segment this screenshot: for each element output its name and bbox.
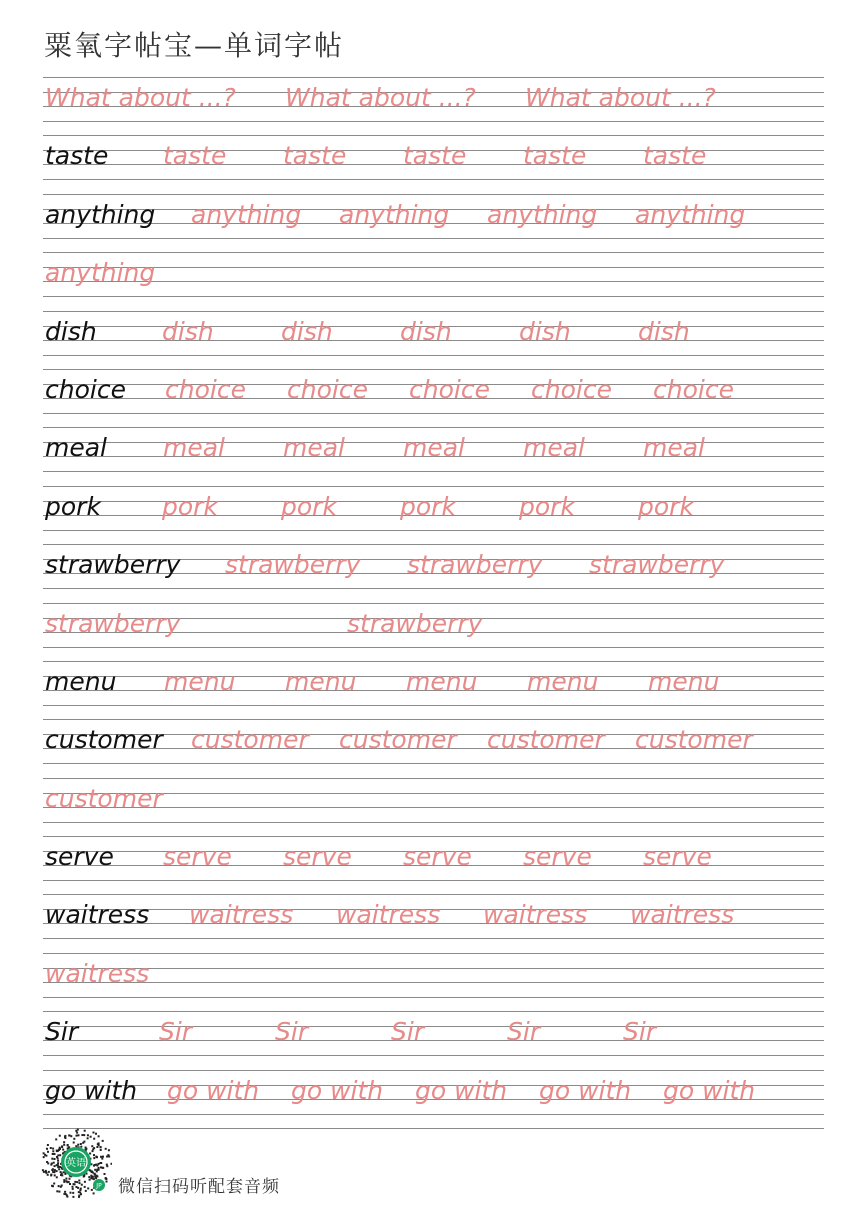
trace-word: serve [643, 842, 712, 872]
rule-line [43, 355, 824, 356]
qr-dot [64, 1136, 66, 1138]
qr-dot [108, 1156, 110, 1158]
rule-line [43, 413, 824, 414]
qr-dot [98, 1135, 100, 1137]
qr-dot [73, 1138, 75, 1140]
qr-dot [58, 1168, 60, 1170]
trace-word: What about ...? [285, 83, 476, 112]
qr-dot [57, 1166, 59, 1168]
trace-word: meal [403, 433, 465, 463]
qr-dot [60, 1171, 62, 1173]
qr-dot [51, 1158, 53, 1160]
qr-dot [56, 1170, 58, 1172]
trace-word: Sir [159, 1017, 193, 1047]
trace-word: anything [487, 199, 598, 229]
trace-word: menu [527, 666, 599, 696]
qr-dot [70, 1192, 72, 1194]
qr-dot [83, 1134, 85, 1136]
qr-dot [47, 1151, 49, 1153]
rule-line [43, 296, 824, 297]
qr-dot [63, 1181, 65, 1183]
qr-dot [53, 1183, 55, 1185]
qr-dot [55, 1138, 57, 1140]
trace-word: dish [638, 316, 690, 346]
qr-dot [65, 1178, 67, 1180]
qr-dot [51, 1163, 53, 1165]
trace-word: go with [539, 1075, 632, 1105]
trace-word: customer [635, 725, 753, 755]
qr-dot [59, 1166, 61, 1168]
practice-row [43, 1011, 824, 1069]
qr-dot [61, 1145, 63, 1147]
qr-dot [59, 1135, 61, 1137]
qr-corner-label: JP [96, 1182, 102, 1190]
qr-dot [89, 1153, 91, 1155]
qr-dot [43, 1156, 45, 1158]
trace-word: go with [663, 1075, 756, 1105]
qr-dot [63, 1179, 65, 1181]
qr-dot [70, 1135, 72, 1137]
row-words [43, 778, 824, 822]
qr-dot [57, 1154, 59, 1156]
qr-dot [96, 1146, 98, 1148]
trace-word: Sir [507, 1017, 541, 1047]
qr-dot [43, 1171, 45, 1173]
model-word: taste [45, 141, 109, 171]
qr-dot [106, 1156, 108, 1158]
qr-dot [56, 1164, 58, 1166]
qr-dot [76, 1135, 78, 1137]
qr-dot [93, 1192, 95, 1194]
qr-dot [101, 1167, 103, 1169]
row-words [43, 369, 824, 413]
model-word: dish [45, 316, 97, 346]
qr-dot [64, 1191, 66, 1193]
trace-word: dish [281, 316, 333, 346]
trace-word: choice [287, 374, 368, 404]
trace-word: strawberry [347, 608, 483, 638]
row-words [43, 252, 824, 296]
practice-row [43, 719, 824, 777]
qr-dot [45, 1172, 47, 1174]
rule-line [43, 121, 824, 122]
trace-word: taste [523, 141, 587, 171]
trace-word: What about ...? [525, 83, 716, 112]
model-word: meal [45, 433, 107, 463]
row-words [43, 719, 824, 763]
rule-line [43, 763, 824, 764]
qr-dot [78, 1196, 80, 1198]
qr-dot [52, 1153, 54, 1155]
qr-dot [80, 1188, 82, 1190]
practice-row [43, 486, 824, 544]
qr-dot [82, 1142, 84, 1144]
rule-line [43, 238, 824, 239]
qr-dot [108, 1149, 110, 1151]
qr-dot [105, 1148, 107, 1150]
model-word: go with [45, 1075, 138, 1105]
trace-word: strawberry [407, 550, 543, 580]
trace-word: Sir [275, 1017, 309, 1047]
qr-dot [68, 1146, 70, 1148]
qr-dot [46, 1148, 48, 1150]
trace-word: pork [400, 491, 456, 521]
trace-word: choice [653, 374, 734, 404]
qr-dot [85, 1147, 87, 1149]
rule-line [43, 880, 824, 881]
trace-word: taste [643, 141, 707, 171]
qr-dot [104, 1173, 106, 1175]
trace-word: strawberry [225, 550, 361, 580]
qr-dot [54, 1165, 56, 1167]
practice-row [43, 194, 824, 252]
rule-line [43, 530, 824, 531]
qr-dot [91, 1145, 93, 1147]
qr-dot [100, 1156, 102, 1158]
qr-dot [88, 1176, 90, 1178]
row-words [43, 1011, 824, 1055]
practice-row [43, 311, 824, 369]
practice-sheet [43, 77, 824, 1129]
qr-dot [72, 1196, 74, 1198]
qr-dot [87, 1187, 89, 1189]
trace-word: customer [339, 725, 457, 755]
row-words [43, 894, 824, 938]
practice-row [43, 603, 824, 661]
trace-word: go with [167, 1075, 260, 1105]
trace-word: go with [415, 1075, 508, 1105]
model-word: waitress [45, 900, 150, 930]
row-words [43, 1070, 824, 1114]
qr-dot [79, 1182, 81, 1184]
qr-dot [63, 1144, 65, 1146]
trace-word: menu [164, 666, 236, 696]
trace-word: customer [191, 725, 309, 755]
qr-dot [95, 1156, 97, 1158]
qr-dot [66, 1196, 68, 1198]
qr-dot [80, 1146, 82, 1148]
qr-dot [92, 1150, 94, 1152]
qr-dot [69, 1183, 71, 1185]
qr-dot [57, 1157, 59, 1159]
qr-dot [58, 1185, 60, 1187]
trace-word: pork [281, 491, 337, 521]
qr-dot [67, 1144, 69, 1146]
qr-dot [80, 1193, 82, 1195]
qr-dot [111, 1163, 113, 1165]
trace-word: menu [406, 666, 478, 696]
trace-word: meal [643, 433, 705, 463]
rule-line [43, 938, 824, 939]
qr-dot [68, 1135, 70, 1137]
model-word: strawberry [45, 550, 181, 580]
qr-dot [89, 1179, 91, 1181]
practice-row [43, 953, 824, 1011]
qr-dot [76, 1181, 78, 1183]
trace-word: taste [163, 141, 227, 171]
rule-line [43, 705, 824, 706]
practice-row [43, 369, 824, 427]
qr-dot [93, 1157, 95, 1159]
qr-dot [73, 1183, 75, 1185]
practice-row [43, 894, 824, 952]
qr-dot [60, 1186, 62, 1188]
qr-dot [90, 1136, 92, 1138]
qr-code-icon[interactable] [40, 1126, 112, 1198]
trace-word: anything [635, 199, 746, 229]
practice-row [43, 77, 824, 135]
qr-dot [62, 1149, 64, 1151]
qr-dot [42, 1169, 44, 1171]
qr-dot [54, 1174, 56, 1176]
qr-dot [56, 1150, 58, 1152]
trace-word: menu [285, 666, 357, 696]
trace-word: dish [519, 316, 571, 346]
qr-dot [76, 1132, 78, 1134]
row-words [43, 194, 824, 238]
qr-dot [93, 1138, 95, 1140]
qr-dot [105, 1177, 107, 1179]
rule-line [43, 997, 824, 998]
qr-dot [52, 1185, 54, 1187]
trace-word: meal [283, 433, 345, 463]
trace-word: choice [531, 374, 612, 404]
qr-dot [50, 1174, 52, 1176]
scan-instruction: 微信扫码听配套音频 [118, 1177, 280, 1197]
qr-dot [81, 1134, 83, 1136]
qr-dot [91, 1189, 93, 1191]
qr-dot [56, 1190, 58, 1192]
trace-word: meal [523, 433, 585, 463]
trace-word: menu [648, 666, 720, 696]
qr-dot [56, 1176, 58, 1178]
qr-dot [81, 1184, 83, 1186]
qr-dot [100, 1162, 102, 1164]
qr-dot [52, 1148, 54, 1150]
qr-dot [54, 1153, 56, 1155]
practice-row [43, 135, 824, 193]
rule-line [43, 647, 824, 648]
trace-word: serve [163, 842, 232, 872]
qr-dot [85, 1190, 87, 1192]
qr-dot [69, 1178, 71, 1180]
qr-dot [73, 1142, 75, 1144]
qr-dot [50, 1147, 52, 1149]
qr-dot [68, 1181, 70, 1183]
qr-dot [59, 1154, 61, 1156]
trace-word: customer [487, 725, 605, 755]
page-title: 粟氧字帖宝—单词字帖 [44, 29, 345, 62]
row-words [43, 953, 824, 997]
qr-dot [47, 1144, 49, 1146]
trace-word: What about ...? [45, 83, 236, 112]
qr-dot [78, 1180, 80, 1182]
trace-word: serve [283, 842, 352, 872]
rule-line [43, 1055, 824, 1056]
practice-row [43, 778, 824, 836]
qr-dot [54, 1158, 56, 1160]
trace-word: meal [163, 433, 225, 463]
model-word: serve [45, 842, 114, 872]
footer [40, 1126, 340, 1200]
qr-dot [78, 1134, 80, 1136]
qr-dot [87, 1134, 89, 1136]
qr-dot [96, 1175, 98, 1177]
model-word: pork [45, 491, 101, 521]
qr-dot [45, 1170, 47, 1172]
qr-dot [80, 1143, 82, 1145]
qr-dot [94, 1164, 96, 1166]
qr-dot [102, 1156, 104, 1158]
qr-dot [53, 1162, 55, 1164]
qr-dot [93, 1132, 95, 1134]
trace-word: Sir [623, 1017, 657, 1047]
qr-dot [102, 1140, 104, 1142]
model-word: menu [45, 666, 117, 696]
row-words [43, 486, 824, 530]
practice-row [43, 427, 824, 485]
qr-dot [84, 1130, 86, 1132]
trace-word: taste [403, 141, 467, 171]
qr-dot [48, 1171, 50, 1173]
qr-dot [94, 1169, 96, 1171]
row-words [43, 836, 824, 880]
trace-word: Sir [391, 1017, 425, 1047]
trace-word: anything [339, 199, 450, 229]
qr-dot [57, 1160, 59, 1162]
model-word: anything [45, 199, 156, 229]
trace-word: anything [45, 258, 156, 288]
trace-word: serve [523, 842, 592, 872]
model-word: customer [45, 725, 163, 755]
trace-word: choice [409, 374, 490, 404]
qr-dot [97, 1143, 99, 1145]
rule-line [43, 471, 824, 472]
model-word: Sir [45, 1017, 79, 1047]
qr-dot [63, 1193, 65, 1195]
trace-word: waitress [336, 900, 441, 930]
qr-dot [46, 1161, 48, 1163]
practice-row [43, 836, 824, 894]
trace-word: pork [519, 491, 575, 521]
qr-dot [47, 1174, 49, 1176]
qr-dot [65, 1180, 67, 1182]
qr-dot [43, 1152, 45, 1154]
trace-word: strawberry [589, 550, 725, 580]
qr-badge-label: 英语 [66, 1158, 86, 1169]
row-words [43, 311, 824, 355]
qr-dot [91, 1170, 93, 1172]
rule-line [43, 1114, 824, 1115]
qr-dot [92, 1148, 94, 1150]
row-words [43, 135, 824, 179]
trace-word: dish [400, 316, 452, 346]
trace-word: waitress [189, 900, 294, 930]
row-words [43, 427, 824, 471]
trace-word: choice [165, 374, 246, 404]
practice-row [43, 1070, 824, 1128]
qr-dot [100, 1149, 102, 1151]
trace-word: go with [291, 1075, 384, 1105]
trace-word: waitress [630, 900, 735, 930]
qr-dot [87, 1137, 89, 1139]
rule-line [43, 822, 824, 823]
trace-word: dish [162, 316, 214, 346]
qr-dot [93, 1154, 95, 1156]
trace-word: taste [283, 141, 347, 171]
qr-dot [52, 1150, 54, 1152]
row-words [43, 544, 824, 588]
qr-dot [61, 1174, 63, 1176]
qr-dot [78, 1191, 80, 1193]
practice-row [43, 661, 824, 719]
qr-dot [96, 1169, 98, 1171]
qr-dot [72, 1186, 74, 1188]
qr-dot [59, 1147, 61, 1149]
row-words [43, 661, 824, 705]
rule-line [43, 588, 824, 589]
qr-dot [75, 1130, 77, 1132]
qr-dot [106, 1165, 108, 1167]
practice-row [43, 544, 824, 602]
qr-dot [101, 1158, 103, 1160]
practice-row [43, 252, 824, 310]
qr-dot [72, 1192, 74, 1194]
qr-dot [84, 1186, 86, 1188]
qr-dot [100, 1146, 102, 1148]
row-words [43, 603, 824, 647]
qr-dot [106, 1181, 108, 1183]
trace-word: anything [191, 199, 302, 229]
trace-word: strawberry [45, 608, 181, 638]
qr-dot [76, 1186, 78, 1188]
qr-dot [98, 1167, 100, 1169]
qr-dot [84, 1181, 86, 1183]
qr-dot [74, 1181, 76, 1183]
trace-word: waitress [45, 958, 150, 988]
qr-dot [58, 1191, 60, 1193]
row-words [43, 77, 824, 121]
qr-dot [63, 1171, 65, 1173]
qr-dot [52, 1168, 54, 1170]
trace-word: waitress [483, 900, 588, 930]
qr-dot [90, 1177, 92, 1179]
rule-line [43, 179, 824, 180]
trace-word: serve [403, 842, 472, 872]
qr-dot [77, 1144, 79, 1146]
qr-dot [72, 1188, 74, 1190]
qr-dot [63, 1141, 65, 1143]
qr-dot [52, 1171, 54, 1173]
model-word: choice [45, 374, 126, 404]
trace-word: customer [45, 783, 163, 813]
trace-word: pork [162, 491, 218, 521]
qr-dot [95, 1133, 97, 1135]
trace-word: pork [638, 491, 694, 521]
